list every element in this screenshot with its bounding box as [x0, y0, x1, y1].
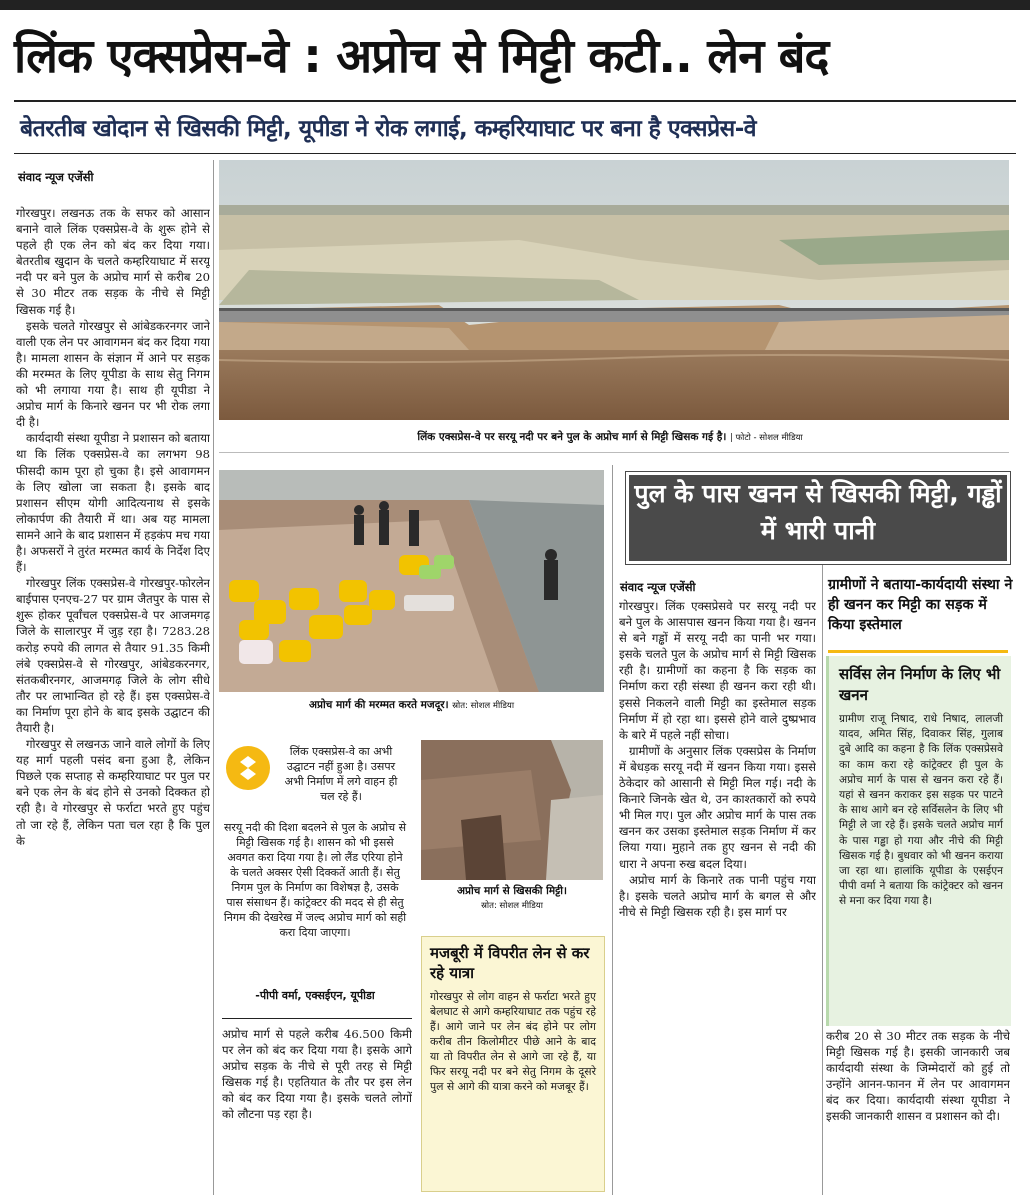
second-story-byline: संवाद न्यूज एजेंसी — [620, 580, 696, 594]
left-paragraph: कार्यदायी संस्था यूपीडा ने प्रशासन को बताया था कि लिंक एक्सप्रेस-वे का लगभग 98 फीसदी काम पूरा हो चुका है। इसे आवागमन के लिए खोला जा सकता है। इसके बाद प्रशासन सीएम योगी आदित्यनाथ से इसके लोकार्पण की तैयारी में था। अब यह मामला सामने आने के बाद प्रशासन में हड़कंप मच गया है। अफसरों ने तुरंत मरम्मत कार्य के निर्देश दिए हैं। — [16, 431, 210, 575]
green-sidebar — [826, 656, 1011, 1026]
second-story-heading: पुल के पास खनन से खिसकी मिट्टी, गड्ढों में भारी पानी — [626, 472, 1010, 564]
second-story-paragraph: ग्रामीणों के अनुसार लिंक एक्सप्रेस के निर्माण में बेधड़क सरयू नदी में खनन किया गया। इससे ठेकेदार को आसानी से मिट्टी मिल गई। नदी के किनारे जिनके खेत थे, उन काश्तकारों को रुपये भी मिल गए। पुल और अप्रोच मार्ग के पास तक खनन कर उसका इस्तेमाल सड़क निर्माण में कर लिया गया। मुहाने तक हुए खनन से नदी की धारा ने अपना रुख बदल दिया। — [619, 743, 816, 871]
subhead-rule — [14, 153, 1016, 154]
column-divider — [213, 160, 214, 1195]
left-paragraph: गोरखपुर। लखनऊ तक के सफर को आसान बनाने वाले लिंक एक्सप्रेस-वे के शुरू होने से पहले ही एक लेन को बंद कर दिया गया। बेतरतीब खुदान के चलते कम्हरियाघाट में सरयू नदी पर बने पुल के अप्रोच मार्ग से करीब 20 से 30 मीटर तक सड़क के नीचे से मिट्टी खिसक गई है। — [16, 206, 210, 317]
caption-rule — [219, 452, 1009, 453]
middle-photo-caption-text: अप्रोच मार्ग की मरम्मत करते मजदूर। — [308, 699, 449, 711]
second-story-text — [619, 598, 816, 1190]
bridge-photo — [219, 160, 1009, 420]
quote-signature: -पीपी वर्मा, एक्सईएन, यूपीडा — [255, 989, 375, 1002]
green-sidebar-text: ग्रामीण राजू निषाद, राधे निषाद, लालजी यादव, अमित सिंह, दिवाकर सिंह, गुलाब दुबे आदि का कहना है कि लिंक एक्सप्रेसवे का काम करा रहे कांट्रेक्टर ही पुल के अप्रोच मार्ग के पास से खनन करा रहे हैं। यहां से खनन कराकर इस सड़क पर पाटने के साथ आगे बन रहे सर्विसलेन के लिए भी मिट्टी ले जा रहे हैं। इसके चलते अप्रोच मार्ग के पास गड्ढा हो गया और नीचे की मिट्टी खिसक गई है। बुधवार को भी खनन कराया जा रहा था। हालांकि यूपीडा के एसईएन पीपी वर्मा ने बताया कि कांट्रेक्टर को खनन से मना कर दिया गया है। — [839, 713, 1003, 908]
repair-photo-image — [219, 470, 604, 692]
column-divider — [612, 465, 613, 1195]
quote-icon — [226, 746, 270, 790]
second-story-paragraph: अप्रोच मार्ग के किनारे तक पानी पहुंच गया है। इसके चलते अप्रोच मार्ग के बगल से और नीचे से मिट्टी खिसक रही है। इस मार्ग पर — [619, 872, 816, 919]
repair-photo — [219, 470, 604, 692]
green-sidebar-heading: सर्विस लेन निर्माण के लिए भी खनन — [839, 665, 1001, 704]
yellow-sidebar-text: गोरखपुर से लोग वाहन से फर्राटा भरते हुए बेलघाट से आगे कम्हरियाघाट तक पहुंच रहे हैं। आगे जाने पर लेन बंद होने पर लोग करीब तीन किलोमीटर पीछे आने के बाद या तो विपरीत लेन से आगे जा रहे हैं, या फिर सरयू नदी पर बने सेतु निगम के दूसरे पुल से आगे की यात्रा करने को मजबूर हैं। — [430, 990, 596, 1093]
small-photo-caption: अप्रोच मार्ग से खिसकी मिट्टी। — [456, 885, 568, 897]
headline: लिंक एक्सप्रेस-वे : अप्रोच से मिट्टी कटी.. लेन बंद — [14, 29, 829, 84]
middle-bottom-text: अप्रोच मार्ग से पहले करीब 46.500 किमी पर लेन को बंद कर दिया गया है। इसके आगे अप्रोच सड़क के नीचे से पूरी तरह से मिट्टी खिसक गई है। एहतियात के तौर पर इस लेन को बंद कर दिया गया है। इसके चलते लोगों को लौटना पड़ रहा है। — [222, 1027, 412, 1122]
erosion-photo-image — [421, 740, 603, 880]
quote-intro: लिंक एक्सप्रेस-वे का अभी उद्घाटन नहीं हुआ है। उसपर अभी निर्माण में लगे वाहन ही चल रहे हैं। — [284, 745, 398, 803]
left-paragraph: इसके चलते गोरखपुर से आंबेडकरनगर जाने वाली एक लेन पर आवागमन बंद कर दिया गया है। मामला शासन के संज्ञान में आने पर सड़क की मरम्मत के लिए यूपीडा के साथ सेतु निगम को भी लगाया गया है। साथ ही यूपीडा ने अप्रोच मार्ग के किनारे खनन पर भी रोक लगा दी है। — [16, 318, 210, 430]
second-story-paragraph: गोरखपुर। लिंक एक्सप्रेसवे पर सरयू नदी पर बने पुल के आसपास खनन किया गया है। खनन से बने गड्ढों में सरयू नदी का पानी भर गया। इसके चलते पुल के अप्रोच मार्ग से मिट्टी खिसक रही है। ग्रामीणों का कहना है कि सड़क का निर्माण करा रही संस्था ही खनन करा रही थी। इससे निकलने वाली मिट्टी का इस्तेमाल सड़क निर्माण में हो रहा था। इससे होने वाले दुष्प्रभाव के बारे में पहले नहीं सोचा। — [619, 599, 816, 742]
left-paragraph: गोरखपुर लिंक एक्सप्रेस-वे गोरखपुर-फोरलेन बाईपास एनएच-27 पर ग्राम जैतपुर के पास से शुरू होकर पूर्वांचल एक्सप्रेस-वे पर आजमगढ़ जिले के सालारपुर में जुड़ रहा है। 7283.28 करोड़ रुपये की लागत से तैयार 91.35 किमी लंबे एक्सप्रेस-वे से गोरखपुर, आंबेडकरनगर, संतकबीरनगर, आजमगढ़ जिले के लोग सीधे तौर पर लाभान्वित हो रहे हैं। इस एक्सप्रेस-वे का निर्माण पूरा होने के बाद इसके उद्घाटन की तैयारी है। — [16, 576, 210, 735]
right-kicker: ग्रामीणों ने बताया-कार्यदायी संस्था ने ही खनन कर मिट्टी का सड़क में किया इस्तेमाल — [828, 577, 1013, 633]
erosion-photo — [421, 740, 603, 880]
right-bottom-text: करीब 20 से 30 मीटर तक सड़क के नीचे मिट्टी खिसक गई है। इसकी जानकारी जब कार्यदायी संस्था के जिम्मेदारों को हुई तो उन्होंने आनन-फानन में लेन पर आवागमन बंद कर दिया। कार्यदायी संस्था यूपीडा ने इसकी जानकारी शासन व प्रशासन को दी। — [826, 1029, 1010, 1124]
subheadline: बेतरतीब खोदान से खिसकी मिट्टी, यूपीडा ने रोक लगाई, कम्हरियाघाट पर बना है एक्सप्रेस-वे — [20, 116, 757, 142]
headline-rule — [14, 100, 1016, 102]
left-byline: संवाद न्यूज एजेंसी — [18, 170, 94, 184]
middle-photo-caption — [219, 698, 604, 712]
kicker-accent-rule — [828, 650, 1008, 653]
bridge-photo-image — [219, 160, 1009, 420]
quote-rule — [222, 1018, 412, 1019]
small-photo-credit: स्रोत: सोशल मीडिया — [481, 901, 543, 911]
column-divider — [822, 565, 823, 1195]
top-bar — [0, 0, 1030, 10]
top-photo-caption-text: लिंक एक्सप्रेस-वे पर सरयू नदी पर बने पुल के अप्रोच मार्ग से मिट्टी खिसक गई है। — [417, 431, 727, 443]
top-photo-caption: लिंक एक्सप्रेस-वे पर सरयू नदी पर बने पुल के अप्रोच मार्ग से मिट्टी खिसक गई है। | फोटो - सोशल मीडिया — [417, 431, 803, 443]
left-paragraph: गोरखपुर से लखनऊ जाने वाले लोगों के लिए यह मार्ग पहली पसंद बना हुआ है, लेकिन पिछले एक सप्ताह से कम्हरियाघाट पर पुल पर बने एक लेन के बंद होने से उनको दिक्कत हो रही है। वे गोरखपुर से फर्राटा भरते हुए पहुंच तो जा रहे हैं, लेकिन पता चल रहा है कि पुल के — [16, 737, 210, 848]
left-column-text — [16, 205, 210, 1190]
yellow-sidebar — [421, 936, 605, 1192]
top-photo-credit: फोटो - सोशल मीडिया — [735, 433, 803, 443]
middle-photo-credit: स्रोत: सोशल मीडिया — [452, 701, 515, 711]
yellow-sidebar-heading: मजबूरी में विपरीत लेन से कर रहे यात्रा — [430, 944, 590, 982]
quote-body: सरयू नदी की दिशा बदलने से पुल के अप्रोच से मिट्टी खिसक गई है। शासन को भी इससे अवगत करा दिया गया है। लो लैंड एरिया होने के चलते अक्सर ऐसी दिक्कतें आती हैं। सेतु निगम पुल के निर्माण का विशेषज्ञ है, उसके पास संसाधन हैं। कांट्रेक्टर की मदद से ही सेतु निगम की देखरेख में जल्द अप्रोच मार्ग को सही करा दिया जाएगा। — [223, 821, 407, 939]
